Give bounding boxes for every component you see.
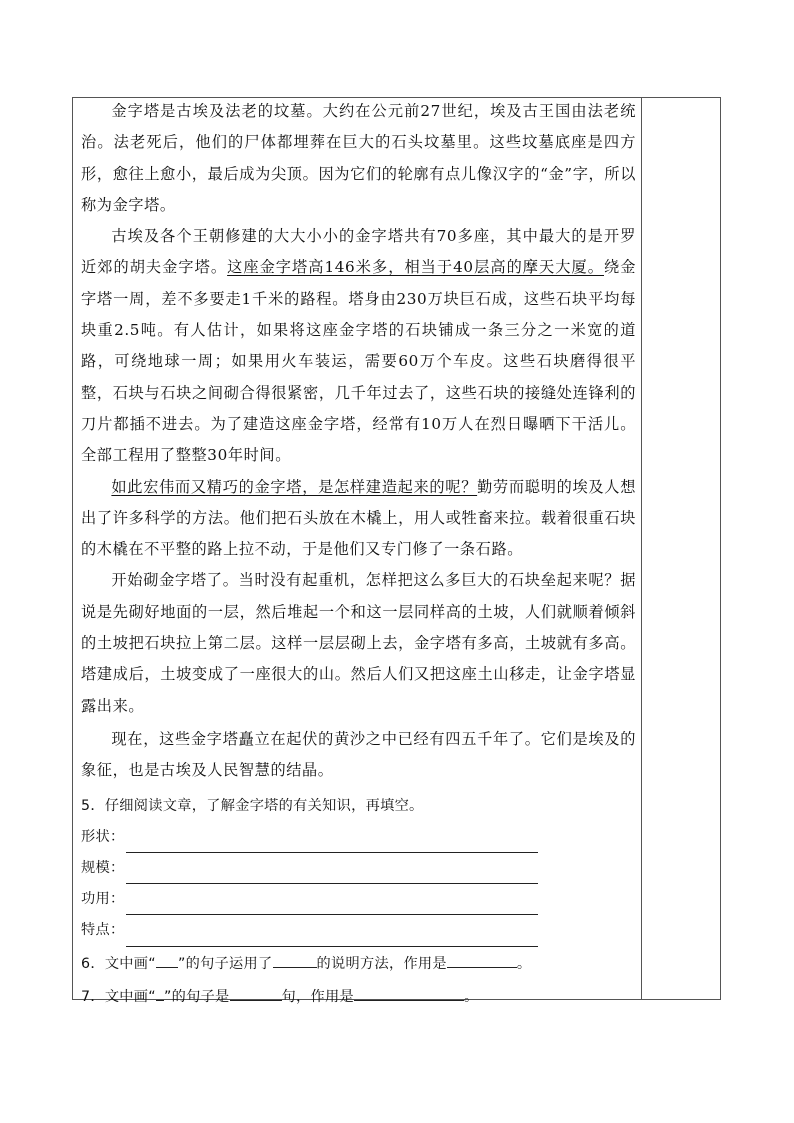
paragraph-text: 现在，这些金字塔矗立在起伏的黄沙之中已经有四五千年了。它们是埃及的象征，也是古埃及人民智慧的结晶。 bbox=[81, 729, 636, 780]
field-label: 功用： bbox=[81, 891, 125, 908]
article-paragraph-2 bbox=[81, 221, 636, 471]
question-text: 的说明方法，作用是 bbox=[316, 955, 447, 972]
underline-sample bbox=[156, 947, 178, 968]
paragraph-text: 绕金字塔一周，差不多要走1千米的路程。塔身由230万块巨石成，这些石块平均每块重2.5吨。有人估计，如果将这座金字塔的石块铺成一条三分之一米宽的道路，可绕地球一周；如果用火车装运，需要60万个车皮。这些石块磨得很平整，石块与石块之间砌合得很紧密，几千年过去了，这些石块的接缝处连锋利的刀片都插不进去。为了建造这座金字塔，经常有10万人在烈日曝晒下干活儿。全部工程用了整整30年时间。 bbox=[81, 258, 637, 465]
paragraph-text: 勤劳而聪明的埃及人想出了许多科学的方法。他们把石头放在木橇上，用人或牲畜来拉。载着很重石块的木橇在不平整的路上拉不动，于是他们又专门修了一条石路。 bbox=[81, 477, 636, 559]
question-text: 5．仔细阅读文章，了解金字塔的有关知识，再填空。 bbox=[81, 797, 424, 814]
scale-field bbox=[81, 853, 636, 884]
shape-answer-line[interactable] bbox=[126, 830, 538, 853]
article-paragraph-1 bbox=[81, 96, 636, 221]
underlined-sentence-wavy: 这座金字塔高146米多，相当于40层高的摩天大厦。 bbox=[227, 258, 604, 277]
field-label: 特点： bbox=[81, 922, 125, 939]
method-blank[interactable] bbox=[273, 947, 317, 968]
paragraph-text: 金字塔是古埃及法老的坟墓。大约在公元前27世纪，埃及古王国由法老统治。法老死后，他们的尸体都埋葬在巨大的石头坟墓里。这些坟墓底座是四方形，愈往上愈小，最后成为尖顶。因为它们的轮廓有点儿像汉字的“金”字，所以称为金字塔。 bbox=[81, 102, 636, 214]
question-5 bbox=[81, 791, 636, 822]
field-label: 形状： bbox=[81, 828, 125, 845]
question-text: 6．文中画“ bbox=[81, 955, 156, 972]
question-text: ”的句子是 bbox=[163, 988, 230, 1005]
scale-answer-line[interactable] bbox=[126, 861, 538, 884]
article-paragraph-3 bbox=[81, 472, 636, 566]
article-paragraph-5 bbox=[81, 724, 636, 787]
question-text: 句，作用是 bbox=[281, 988, 354, 1005]
article-paragraph-4 bbox=[81, 565, 636, 721]
question-text: 。 bbox=[464, 988, 479, 1005]
effect-blank[interactable] bbox=[447, 947, 517, 968]
effect-blank[interactable] bbox=[354, 980, 464, 1001]
question-text: 。 bbox=[516, 955, 532, 972]
use-field bbox=[81, 884, 636, 915]
field-label: 规模： bbox=[81, 859, 125, 876]
question-text: ”的句子运用了 bbox=[177, 955, 273, 972]
main-content-cell bbox=[81, 98, 636, 1013]
sentence-type-blank[interactable] bbox=[230, 980, 282, 1001]
worksheet-table bbox=[72, 97, 721, 1005]
column-divider bbox=[641, 98, 642, 999]
feature-field bbox=[81, 915, 636, 946]
use-answer-line[interactable] bbox=[126, 892, 538, 915]
question-6 bbox=[81, 947, 636, 980]
underlined-sentence-straight: 如此宏伟而又精巧的金字塔，是怎样建造起来的呢？ bbox=[111, 477, 478, 496]
paragraph-text: 古埃及各个王朝修建的大大小小的金字塔共有70多座，其中最大的是开罗近郊的胡夫金字塔。 bbox=[81, 227, 636, 277]
paragraph-text: 开始砌金字塔了。当时没有起重机，怎样把这么多巨大的石块垒起来呢？据说是先砌好地面的一层，然后堆起一个和这一层同样高的土坡，人们就顺着倾斜的土坡把石块拉上第二层。这样一层层砌上去，金字塔有多高，土坡就有多高。塔建成后，土坡变成了一座很大的山。然后人们又把这座土山移走，让金字塔显露出来。 bbox=[81, 571, 636, 715]
question-text: 7．文中画“ bbox=[81, 988, 156, 1005]
shape-field bbox=[81, 822, 636, 853]
underline-sample bbox=[156, 980, 164, 1001]
feature-answer-line[interactable] bbox=[126, 924, 538, 947]
question-7 bbox=[81, 980, 636, 1013]
